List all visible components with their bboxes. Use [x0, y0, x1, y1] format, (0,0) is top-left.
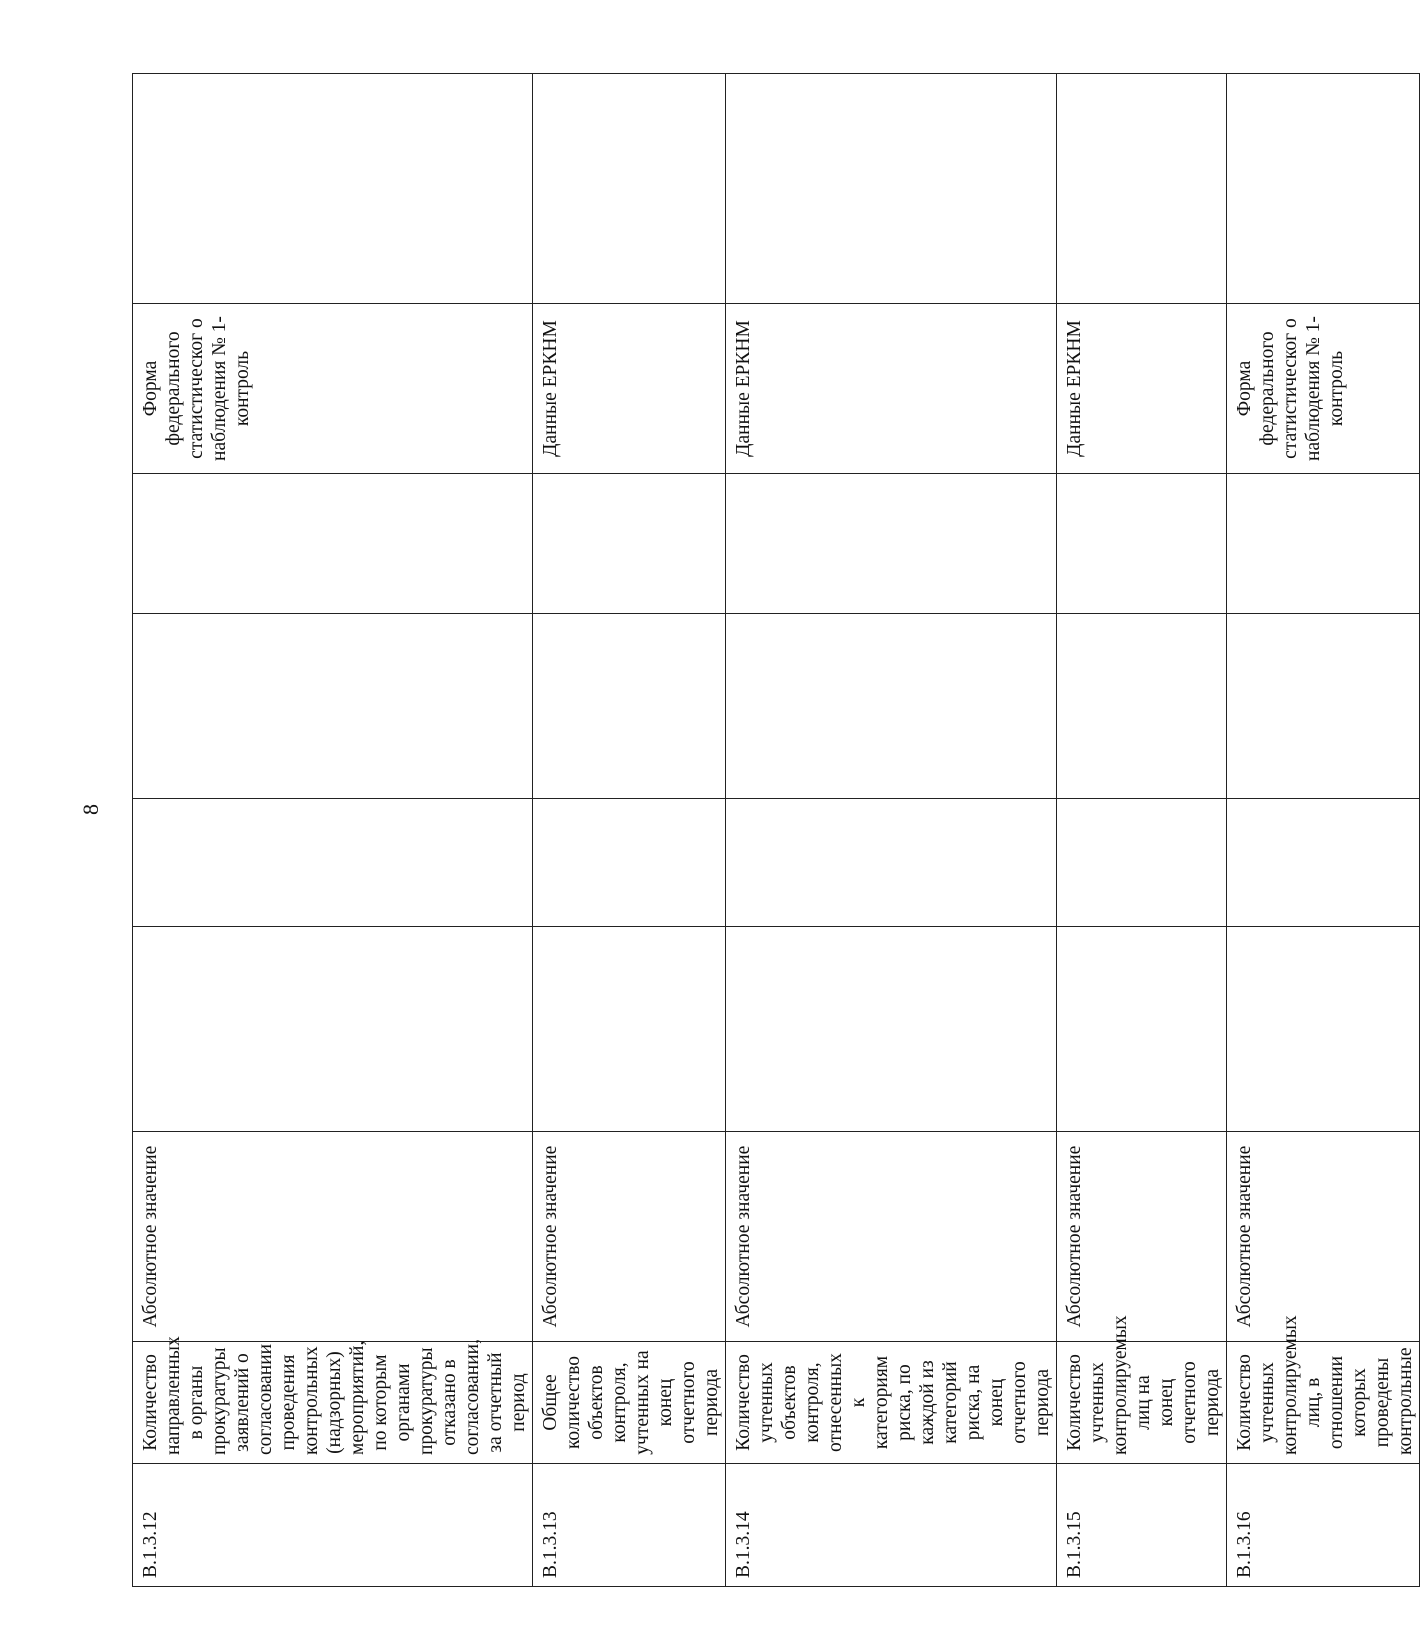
unit-cell: Абсолютное значение: [1057, 1132, 1227, 1342]
table-row: [533, 74, 726, 1587]
empty-cell: [133, 927, 533, 1132]
empty-cell: [1057, 614, 1227, 799]
source-cell: Данные ЕРКНМ: [726, 304, 1057, 474]
unit-cell: Абсолютное значение: [533, 1132, 726, 1342]
indicators-table: [132, 73, 1420, 1587]
empty-cell: [1057, 74, 1227, 304]
indicator-name: Количество учтенных объектов контроля, отнесенных к категориям риска, по каждой из категорий риска, на конец отчетного периода: [726, 1342, 1057, 1464]
empty-cell: [1227, 799, 1420, 927]
empty-cell: [726, 927, 1057, 1132]
indicator-code: В.1.3.16: [1227, 1464, 1420, 1587]
empty-cell: [1227, 614, 1420, 799]
empty-cell: [133, 474, 533, 614]
empty-cell: [133, 799, 533, 927]
source-cell: Форма федерального статистическог о наблюдения № 1-контроль: [133, 304, 533, 474]
indicator-name: Количество направленных в органы прокуратуры заявлений о согласовании проведения контрольных (надзорных) мероприятий, по которым органами прокуратуры отказано в согласовании, за отчетный период: [133, 1342, 533, 1464]
unit-cell: Абсолютное значение: [1227, 1132, 1420, 1342]
empty-cell: [726, 474, 1057, 614]
table-row: [1227, 74, 1420, 1587]
empty-cell: [533, 614, 726, 799]
indicator-code: В.1.3.13: [533, 1464, 726, 1587]
indicator-name: Общее количество объектов контроля, учтенных на конец отчетного периода: [533, 1342, 726, 1464]
table-row: [133, 74, 533, 1587]
empty-cell: [533, 74, 726, 304]
source-cell: Данные ЕРКНМ: [1057, 304, 1227, 474]
empty-cell: [133, 614, 533, 799]
indicator-code: В.1.3.14: [726, 1464, 1057, 1587]
indicator-name: Количество учтенных контролируемых лиц, в отношении которых проведены контрольные: [1227, 1342, 1420, 1464]
empty-cell: [1057, 927, 1227, 1132]
empty-cell: [1057, 474, 1227, 614]
empty-cell: [533, 927, 726, 1132]
empty-cell: [533, 799, 726, 927]
unit-cell: Абсолютное значение: [726, 1132, 1057, 1342]
empty-cell: [726, 799, 1057, 927]
source-cell: Данные ЕРКНМ: [533, 304, 726, 474]
empty-cell: [726, 74, 1057, 304]
unit-cell: Абсолютное значение: [133, 1132, 533, 1342]
empty-cell: [726, 614, 1057, 799]
indicator-code: В.1.3.15: [1057, 1464, 1227, 1587]
empty-cell: [1227, 474, 1420, 614]
empty-cell: [1227, 927, 1420, 1132]
source-cell: Форма федерального статистическог о наблюдения № 1-контроль: [1227, 304, 1420, 474]
indicator-name: Количество учтенных контролируемых лиц на конец отчетного периода: [1057, 1342, 1227, 1464]
empty-cell: [133, 74, 533, 304]
empty-cell: [1057, 799, 1227, 927]
indicators-table-wrapper: [132, 74, 1416, 1587]
indicator-code: В.1.3.12: [133, 1464, 533, 1587]
table-row: [726, 74, 1057, 1587]
empty-cell: [533, 474, 726, 614]
table-row: [1057, 74, 1227, 1587]
page-number: 8: [78, 804, 103, 815]
empty-cell: [1227, 74, 1420, 304]
